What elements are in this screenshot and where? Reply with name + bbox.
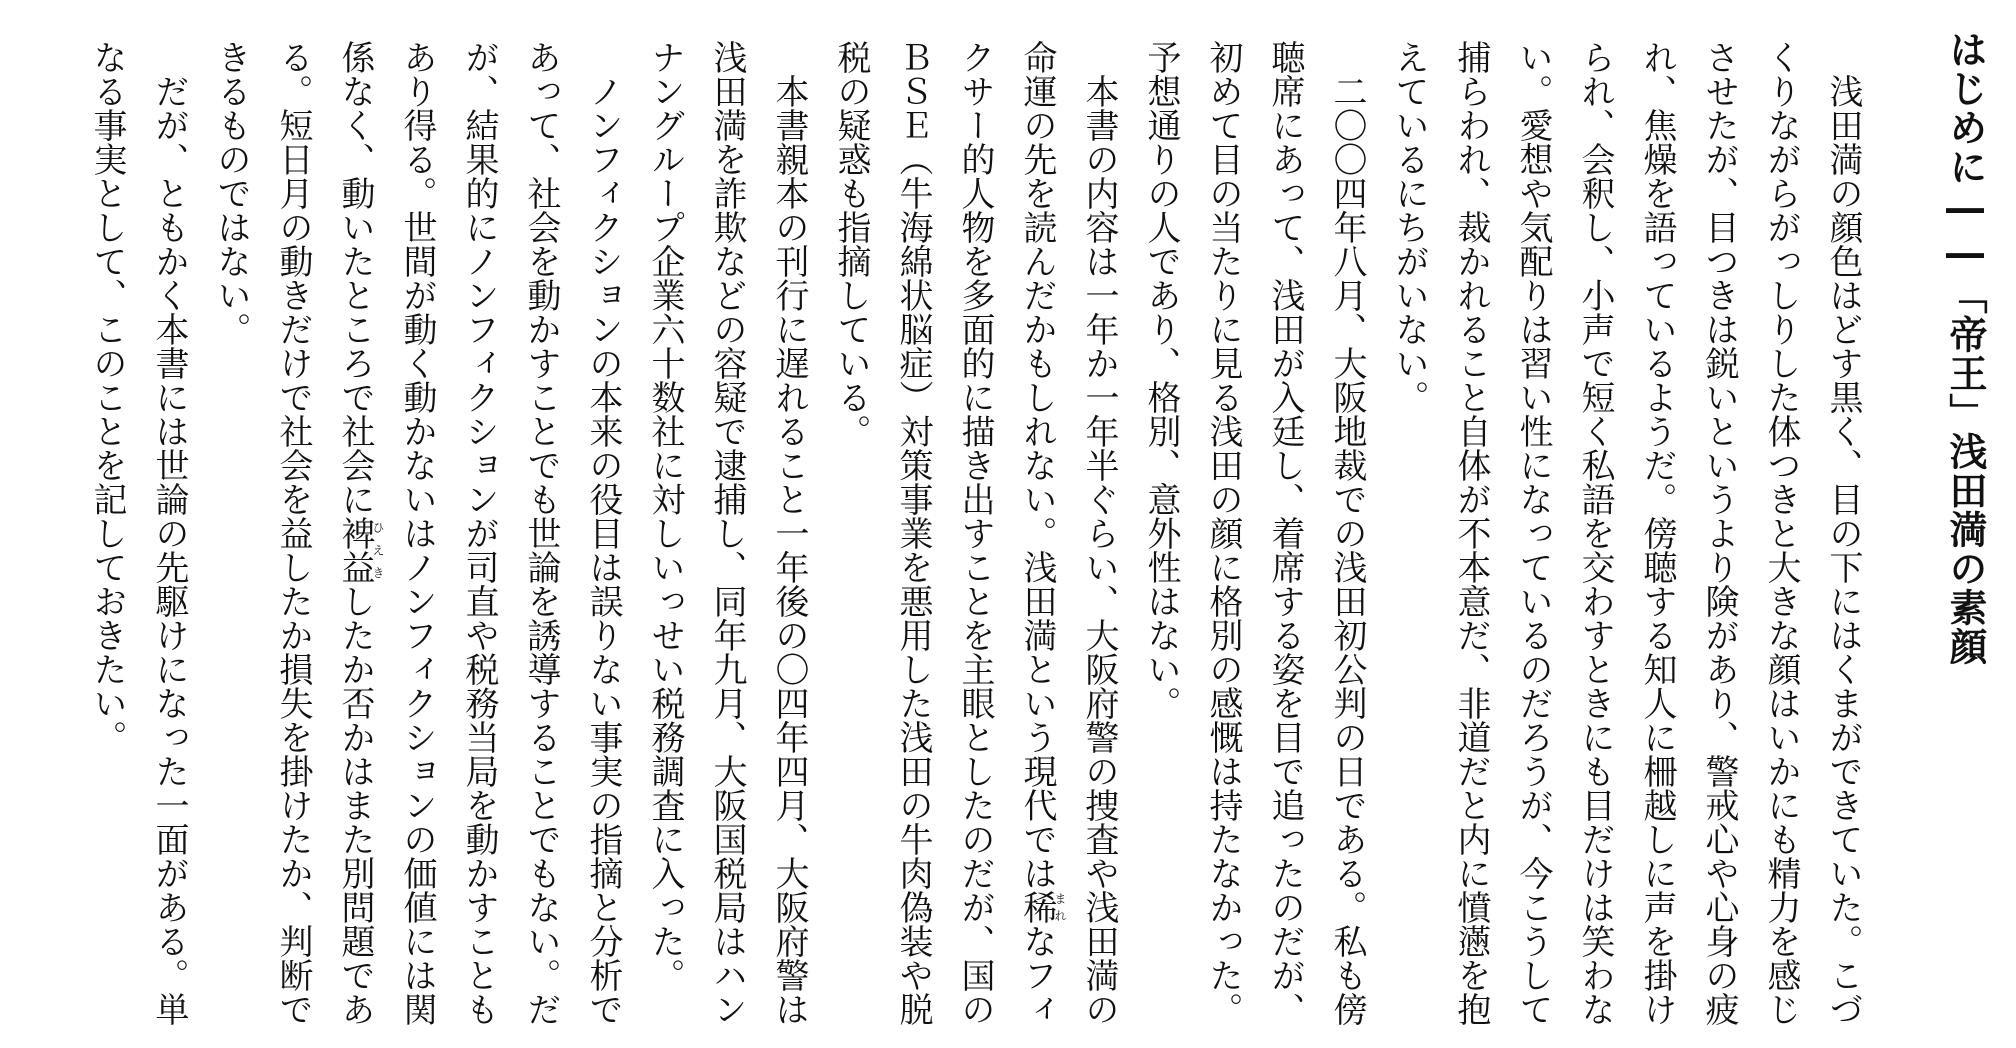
ruby-mare-reading: まれ <box>1053 890 1067 924</box>
vertical-text-page <box>20 30 1996 1030</box>
paragraph-5-text-a: ノンフィクションの本来の役目は誤りない事実の指摘と分析であって、社会を動かすことでも世論を誘導することでもない。だが、結果的にノンフィクションが司直や税務当局を動かすこともあり得る。世間が動く動かないはノンフィクションの価値には関係なく、動いたところで社会に <box>335 40 623 1026</box>
ruby-mare <box>1017 890 1067 924</box>
ruby-mare-base: 稀 <box>1017 890 1057 924</box>
chapter-title: はじめに――「帝王」浅田満の素顔 <box>1943 30 1987 666</box>
paragraph-3 <box>820 30 1130 1030</box>
paragraph-1: 浅田満の顔色はどす黒く、目の下にはくまができていた。こづくりながらがっしりした体つきと大きな顔はいかにも精力を感じさせたが、目つきは鋭いというより険があり、警戒心や心身の疲れ、焦燥を語っているようだ。傍聴する知人に柵越しに声を掛けられ、会釈し、小声で短く私語を交わすときにも目だけは笑わない。愛想や気配りは習い性になっているのだろうが、今こうして捕らわれ、裁かれること自体が不本意だ、非道だと内に憤懣を抱えているにちがいない。 <box>1389 40 1863 1026</box>
paragraph-5 <box>200 30 634 1030</box>
paragraph-6: だが、ともかく本書には世論の先駆けになった一面がある。単なる事実として、このことを記しておきたい。 <box>87 40 189 1026</box>
paragraph-3-text-b: なフィクサー的人物を多面的に描き出すことを主眼としたのだが、国のＢＳＥ（牛海綿状脳症）対策事業を悪用した浅田の牛肉偽装や脱税の疑惑も指摘している。 <box>831 40 1057 1026</box>
paragraph-2: 二〇〇四年八月、大阪地裁での浅田初公判の日である。私も傍聴席にあって、浅田が入廷し、着席する姿を目で追ったのだが、初めて目の当たりに見る浅田の顔に格別の感慨は持たなかった。予想通りの人であり、格別、意外性はない。 <box>1141 40 1367 1026</box>
ruby-hieki-base: 裨益 <box>335 516 375 584</box>
ruby-hieki <box>335 516 385 584</box>
paragraph-4: 本書親本の刊行に遅れること一年後の〇四年四月、大阪府警は浅田満を詐欺などの容疑で逮捕し、同年九月、大阪国税局はハンナングループ企業六十数社に対しいっせい税務調査に入った。 <box>645 40 809 1026</box>
paragraph-5-text-b: したか否かはまた別問題である。短日月の動きだけで社会を益したか損失を掛けたか、判断できるものではない。 <box>211 40 375 1026</box>
paragraph-3-text-a: 本書の内容は一年か一年半ぐらい、大阪府警の捜査や浅田満の命運の先を読んだかもしれない。浅田満という現代では <box>1017 40 1119 1026</box>
ruby-hieki-reading: ひえき <box>371 516 385 584</box>
